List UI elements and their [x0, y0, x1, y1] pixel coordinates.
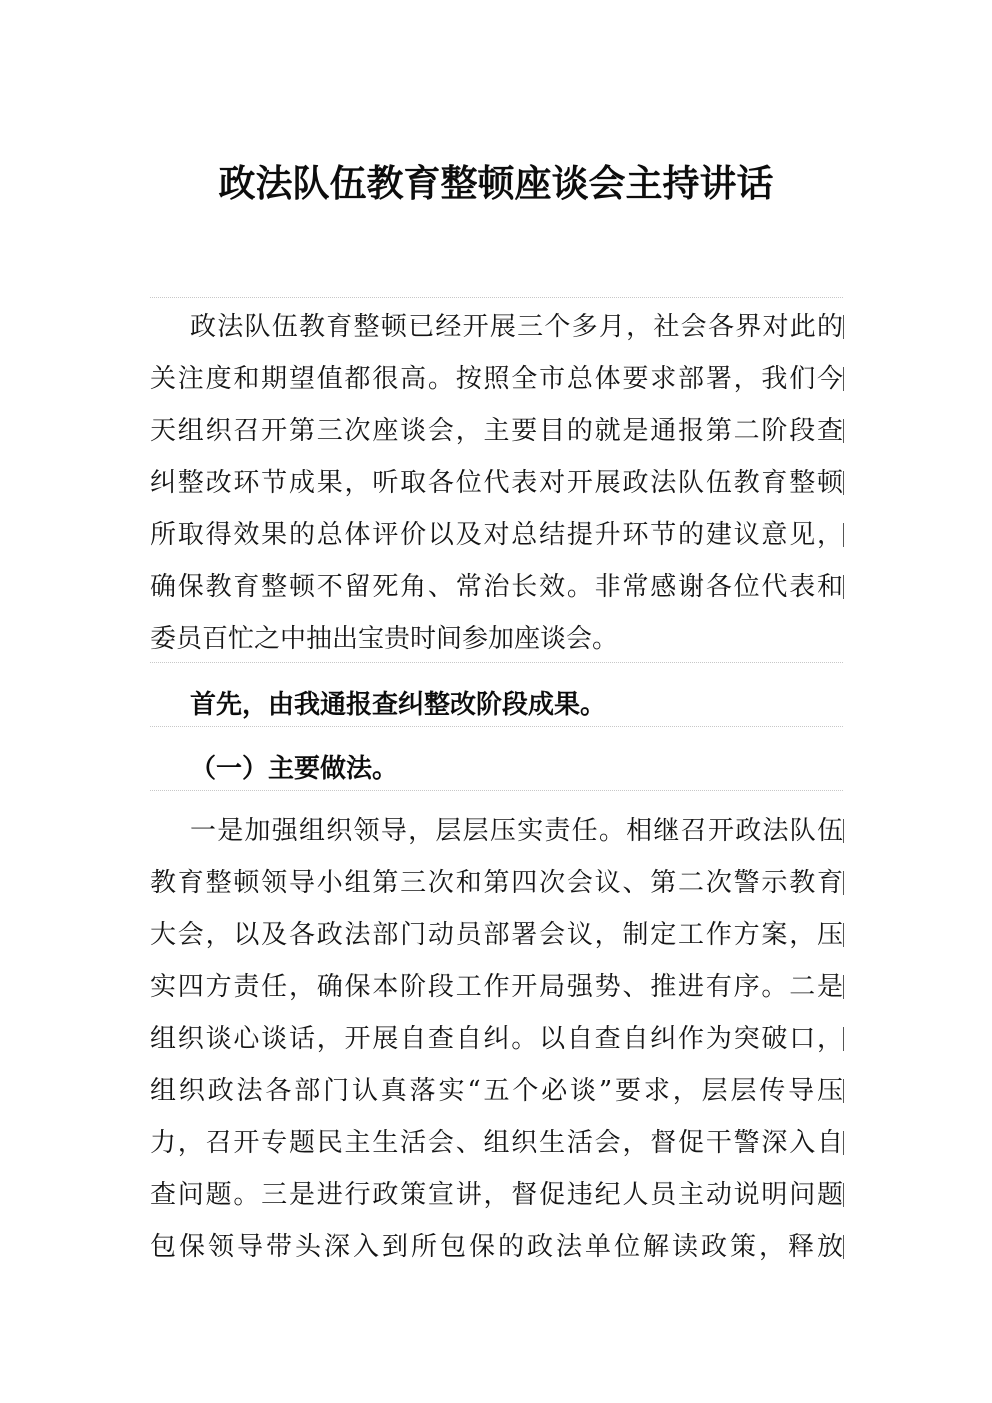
- heading-rule: [150, 790, 843, 791]
- body-line: 大会，以及各政法部门动员部署会议，制定工作方案，压: [150, 920, 843, 950]
- line-end-marker: [843, 575, 844, 599]
- document-title: 政法队伍教育整顿座谈会主持讲话: [218, 162, 774, 205]
- line-end-marker: [843, 975, 844, 999]
- intro-line: 委员百忙之中抽出宝贵时间参加座谈会。: [150, 624, 619, 654]
- line-end-marker: [843, 871, 844, 895]
- body-line: 组织政法各部门认真落实“五个必谈”要求，层层传导压: [150, 1076, 843, 1106]
- body-line: 组织谈心谈话，开展自查自纠。以自查自纠作为突破口，: [150, 1024, 843, 1054]
- body-line: 实四方责任，确保本阶段工作开局强势、推进有序。二是: [150, 972, 843, 1002]
- line-end-marker: [843, 1131, 844, 1155]
- line-end-marker: [843, 367, 844, 391]
- intro-line: 天组织召开第三次座谈会，主要目的就是通报第二阶段查: [150, 416, 843, 446]
- line-end-marker: [843, 419, 844, 443]
- intro-line: 纠整改环节成果，听取各位代表对开展政法队伍教育整顿: [150, 468, 843, 498]
- line-end-marker: [843, 315, 844, 339]
- body-line: 包保领导带头深入到所包保的政法单位解读政策，释放: [150, 1232, 843, 1262]
- intro-line: 政法队伍教育整顿已经开展三个多月，社会各界对此的: [190, 312, 843, 342]
- body-line: 教育整顿领导小组第三次和第四次会议、第二次警示教育: [150, 868, 843, 898]
- line-end-marker: [843, 1183, 844, 1207]
- body-line: 力，召开专题民主生活会、组织生活会，督促干警深入自: [150, 1128, 843, 1158]
- line-end-marker: [843, 471, 844, 495]
- body-line: 一是加强组织领导，层层压实责任。相继召开政法队伍: [190, 816, 843, 846]
- subsection-heading: （一）主要做法。: [190, 754, 399, 784]
- line-end-marker: [843, 1079, 844, 1103]
- body-line: 查问题。三是进行政策宣讲，督促违纪人员主动说明问题: [150, 1180, 843, 1210]
- intro-line: 关注度和期望值都很高。按照全市总体要求部署，我们今: [150, 364, 843, 394]
- line-end-marker: [843, 923, 844, 947]
- intro-line: 所取得效果的总体评价以及对总结提升环节的建议意见，: [150, 520, 843, 550]
- intro-line: 确保教育整顿不留死角、常治长效。非常感谢各位代表和: [150, 572, 843, 602]
- section-heading: 首先，由我通报查纠整改阶段成果。: [190, 690, 607, 720]
- line-end-marker: [843, 819, 844, 843]
- line-end-marker: [843, 1027, 844, 1051]
- heading-rule: [150, 726, 843, 727]
- line-end-marker: [843, 523, 844, 547]
- paragraph-top-rule: [150, 297, 843, 298]
- line-end-marker: [843, 1235, 844, 1259]
- paragraph-bottom-rule: [150, 662, 843, 663]
